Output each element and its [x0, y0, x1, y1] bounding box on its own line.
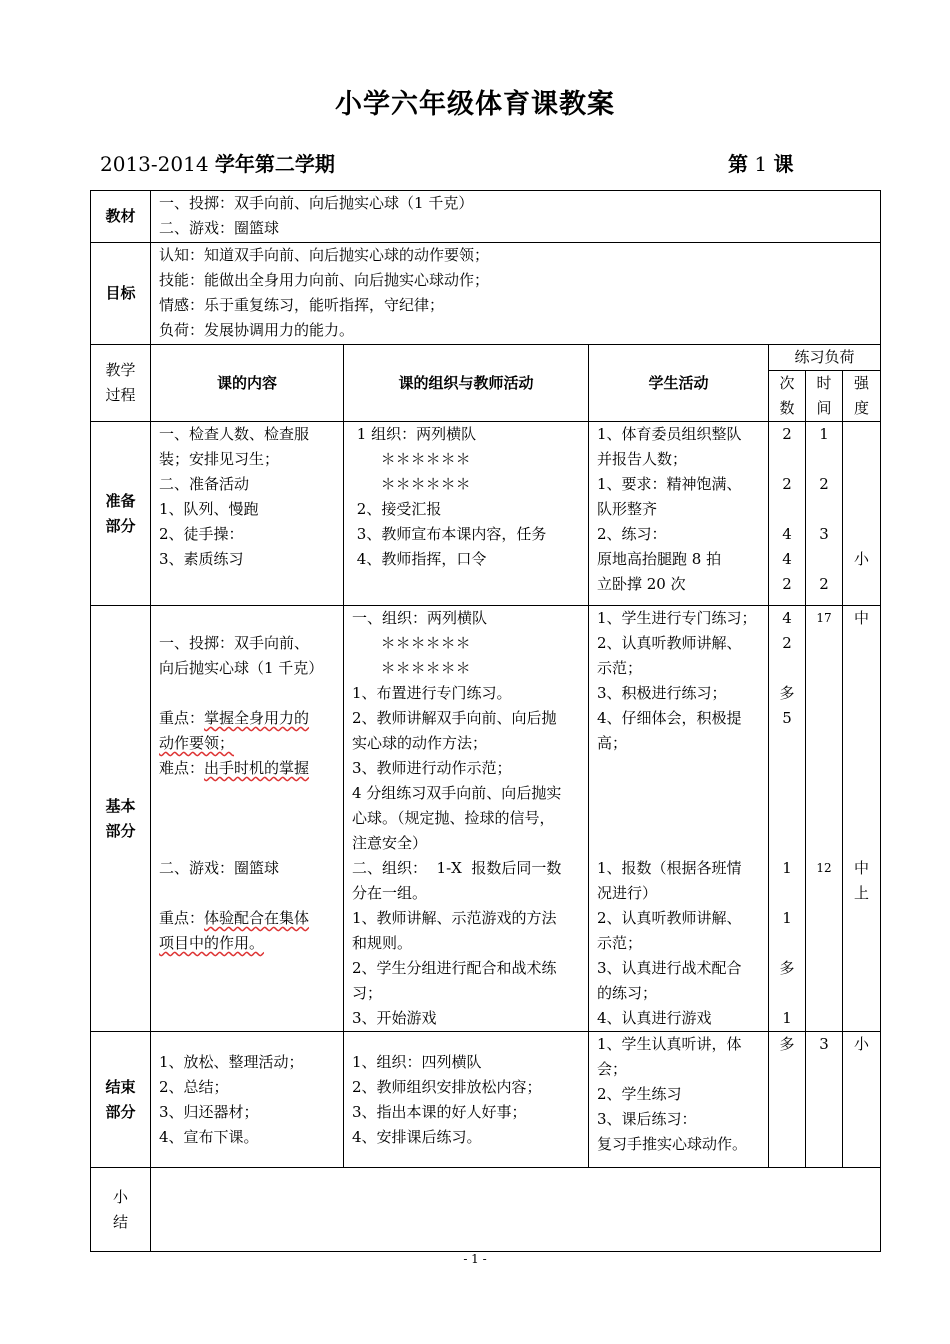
- zhunbei-count-line: 2: [782, 475, 792, 493]
- zhunbei-intensity-line: [843, 447, 880, 472]
- jiben-time-line: [806, 881, 842, 906]
- jiben-time-line: [806, 731, 842, 756]
- jiben-student-line: 3、积极进行练习；: [597, 684, 727, 702]
- jiben-intensity-line: [843, 831, 880, 856]
- jiben-org-line: 2、学生分组进行配合和战术练: [352, 959, 557, 977]
- zhunbei-content-line: 二、准备活动: [159, 475, 250, 493]
- jiben-student-line: 况进行）: [597, 884, 658, 902]
- jiben-intensity-line: [843, 1006, 880, 1031]
- zhunbei-time-line: 1: [819, 425, 829, 443]
- jieshu-student-line: 会；: [597, 1060, 628, 1078]
- jiben-time-line: [806, 906, 842, 931]
- row-jieshu: [91, 1032, 881, 1168]
- zhunbei-student-line: 1、体育委员组织整队: [597, 425, 742, 443]
- zhunbei-count-line: 4: [782, 550, 792, 568]
- jiben-count-line: 5: [782, 709, 792, 727]
- jiben-time-line: [806, 1006, 842, 1031]
- jiben-intensity-line: 中: [854, 609, 870, 627]
- jiben-count-line: 2: [782, 634, 792, 652]
- jiben-intensity-line: [843, 731, 880, 756]
- content-line: 二、游戏：圈篮球: [159, 859, 280, 877]
- jiben-org-line: ＊＊＊＊＊＊: [352, 634, 471, 652]
- jiben-student-line: [597, 831, 760, 856]
- jiben-org-line: 和规则。: [352, 934, 413, 952]
- row-label-xiaojie: 小 结: [91, 1168, 151, 1252]
- jiben-student-line: 2、认真听教师讲解、: [597, 634, 742, 652]
- jieshu-org-line: 4、安排课后练习。: [352, 1127, 482, 1146]
- jiben-intensity-line: [843, 956, 880, 981]
- zhunbei-time: [806, 422, 843, 606]
- jiben-count-line: 1: [782, 859, 792, 877]
- jiben-org-line: 2、教师讲解双手向前、向后抛: [352, 709, 557, 727]
- header-time: 时 间: [806, 371, 843, 422]
- jieshu-content-line: 4、宣布下课。: [159, 1127, 259, 1146]
- key-point-2-cont: 项目中的作用。: [159, 934, 265, 952]
- jieshu-content: [151, 1032, 344, 1168]
- jiben-time: [806, 606, 843, 1032]
- jiben-time-line: [806, 706, 842, 731]
- zhunbei-content-line: 装；安排见习生；: [159, 450, 280, 468]
- jiben-student-line: 的练习；: [597, 984, 658, 1002]
- zhunbei-count-line: [769, 497, 805, 522]
- jiaocai-line: 二、游戏：圈篮球: [159, 219, 280, 237]
- zhunbei-content-line: 1、队列、慢跑: [159, 500, 259, 518]
- jiben-intensity-line: [843, 656, 880, 681]
- jieshu-student-line: 3、课后练习：: [597, 1110, 697, 1128]
- jiben-time-line: [806, 756, 842, 781]
- page-number: - 1 -: [463, 1252, 487, 1266]
- jiben-org-line: 3、开始游戏: [352, 1009, 437, 1027]
- jieshu-student-line: 复习手推实心球动作。: [597, 1135, 748, 1153]
- jiben-org-line: 注意安全）: [352, 834, 428, 852]
- zhunbei-student-line: 立卧撑 20 次: [597, 575, 686, 593]
- jiben-org-line: 3、教师进行动作示范；: [352, 759, 512, 777]
- jiben-org-line: 4 分组练习双手向前、向后抛实: [352, 784, 562, 802]
- jiben-count-line: 4: [782, 609, 792, 627]
- key-point-1: 重点：掌握全身用力的: [159, 709, 310, 727]
- jiben-student-line: 1、学生进行专门练习；: [597, 609, 757, 627]
- zhunbei-intensity-line: [843, 572, 880, 597]
- zhunbei-intensity: [843, 422, 881, 606]
- jieshu-org-line: 2、教师组织安排放松内容；: [352, 1077, 542, 1096]
- row-label-jiben: 基本 部分: [91, 606, 151, 1032]
- mubiao-line: 认知：知道双手向前、向后抛实心球的动作要领；: [159, 246, 490, 264]
- jiben-count-line: 1: [782, 909, 792, 927]
- jiben-org-line: ＊＊＊＊＊＊: [352, 659, 471, 677]
- header-content: 课的内容: [151, 345, 344, 422]
- jiben-org-line: 分在一组。: [352, 884, 428, 902]
- jieshu-student: [589, 1032, 769, 1168]
- jiben-student-line: 2、认真听教师讲解、: [597, 909, 742, 927]
- header-load: 练习负荷: [769, 345, 881, 371]
- content-line: 一、投掷：双手向前、: [159, 634, 310, 652]
- jiben-count-line: [769, 881, 805, 906]
- jiben-intensity-line: [843, 781, 880, 806]
- row-label-zhunbei: 准备 部分: [91, 422, 151, 606]
- zhunbei-intensity-line: [843, 522, 880, 547]
- zhunbei-count-line: 2: [782, 575, 792, 593]
- jiben-count-line: [769, 731, 805, 756]
- jiben-student-line: 3、认真进行战术配合: [597, 959, 742, 977]
- jieshu-content-line: 1、放松、整理活动；: [159, 1052, 304, 1071]
- row-xiaojie: [91, 1168, 881, 1252]
- zhunbei-time-line: [806, 447, 842, 472]
- zhunbei-org-line: ＊＊＊＊＊＊: [352, 450, 471, 468]
- jiben-intensity-line: 中: [854, 859, 870, 877]
- jiben-student: [589, 606, 769, 1032]
- jiben-count-line: [769, 656, 805, 681]
- zhunbei-org-line: 3、教师宣布本课内容，任务: [352, 525, 547, 543]
- jiben-count-line: 1: [782, 1009, 792, 1027]
- zhunbei-intensity-line: 小: [854, 550, 870, 568]
- jiaocai-content: [151, 191, 881, 243]
- row-zhunbei: [91, 422, 881, 606]
- jiben-org-line: 一、组织：两列横队: [352, 609, 488, 627]
- jieshu-count: 多: [769, 1032, 806, 1168]
- jiben-org: [344, 606, 589, 1032]
- zhunbei-time-line: 2: [819, 475, 829, 493]
- jiben-intensity-line: [843, 981, 880, 1006]
- zhunbei-count-line: [769, 447, 805, 472]
- jiben-time-line: [806, 681, 842, 706]
- difficulty-point: 难点：出手时机的掌握: [159, 759, 310, 777]
- jieshu-content-line: 2、总结；: [159, 1077, 229, 1096]
- jiben-count-line: [769, 781, 805, 806]
- zhunbei-content: [151, 422, 344, 606]
- zhunbei-org-line: 1 组织：两列横队: [352, 425, 477, 443]
- zhunbei-count-line: 4: [782, 525, 792, 543]
- jiben-count-line: [769, 981, 805, 1006]
- jiben-time-line: [806, 656, 842, 681]
- jiben-intensity-line: [843, 806, 880, 831]
- page-title: 小学六年级体育课教案: [335, 89, 615, 120]
- zhunbei-student-line: 2、练习：: [597, 525, 667, 543]
- zhunbei-content-line: 2、徒手操：: [159, 525, 244, 543]
- jiben-org-line: 习；: [352, 984, 383, 1002]
- jiben-time-line: [806, 781, 842, 806]
- zhunbei-student: [589, 422, 769, 606]
- jiben-student-line: [597, 756, 760, 781]
- zhunbei-student-line: 并报告人数；: [597, 450, 688, 468]
- jieshu-student-line: 2、学生练习: [597, 1085, 682, 1103]
- zhunbei-intensity-line: [843, 422, 880, 447]
- jiben-org-line: 实心球的动作方法；: [352, 734, 488, 752]
- content-line: 向后抛实心球（1 千克）: [159, 659, 324, 677]
- header-row-1: [91, 345, 881, 371]
- mubiao-line: 负荷：发展协调用力的能力。: [159, 321, 355, 339]
- header-count: 次 数: [769, 371, 806, 422]
- jiben-time-line: [806, 831, 842, 856]
- jiben-time-line: 17: [816, 611, 832, 625]
- jiben-time-line: [806, 956, 842, 981]
- header-process: 教学 过程: [91, 345, 151, 422]
- jiben-student-line: 4、仔细体会，积极提: [597, 709, 742, 727]
- jiben-intensity-line: [843, 706, 880, 731]
- mubiao-content: [151, 243, 881, 345]
- jiben-time-line: [806, 981, 842, 1006]
- key-point-2: 重点：体验配合在集体: [159, 909, 310, 927]
- jiben-student-line: 示范；: [597, 659, 643, 677]
- xiaojie-content: [151, 1168, 881, 1252]
- term-info: [100, 148, 335, 177]
- zhunbei-student-line: 队形整齐: [597, 500, 658, 518]
- jieshu-org-line: 3、指出本课的好人好事；: [352, 1102, 527, 1121]
- term-year: 2013-2014: [100, 152, 209, 176]
- jiben-count-line: 多: [779, 959, 795, 977]
- zhunbei-student-line: 1、要求：精神饱满、: [597, 475, 742, 493]
- jiben-intensity-line: 上: [854, 884, 870, 902]
- zhunbei-count-line: 2: [782, 425, 792, 443]
- jiben-org-line: 1、教师讲解、示范游戏的方法: [352, 909, 557, 927]
- header-intensity: 强 度: [843, 371, 881, 422]
- zhunbei-content-line: 3、素质练习: [159, 550, 244, 568]
- header-student: 学生活动: [589, 345, 769, 422]
- row-label-mubiao: 目标: [91, 243, 151, 345]
- jiben-intensity-line: [843, 631, 880, 656]
- zhunbei-intensity-line: [843, 497, 880, 522]
- jieshu-org: [344, 1032, 589, 1168]
- key-point-1-cont: 动作要领；: [159, 734, 235, 752]
- jiben-count-line: 多: [779, 684, 795, 702]
- jiben-student-line: 示范；: [597, 934, 643, 952]
- zhunbei-count: [769, 422, 806, 606]
- zhunbei-org: [344, 422, 589, 606]
- zhunbei-student-line: 原地高抬腿跑 8 拍: [597, 550, 722, 568]
- jiben-count: [769, 606, 806, 1032]
- zhunbei-time-line: [806, 547, 842, 572]
- row-label-jiaocai: 教材: [91, 191, 151, 243]
- zhunbei-org-line: ＊＊＊＊＊＊: [352, 475, 471, 493]
- jiben-org-line: 1、布置进行专门练习。: [352, 684, 512, 702]
- jieshu-org-line: 1、组织：四列横队: [352, 1052, 482, 1071]
- jiben-student-line: 4、认真进行游戏: [597, 1009, 712, 1027]
- jiben-intensity-line: [843, 681, 880, 706]
- row-mubiao: [91, 243, 881, 345]
- jieshu-content-line: 3、归还器材；: [159, 1102, 259, 1121]
- mubiao-line: 技能：能做出全身用力向前、向后抛实心球动作；: [159, 271, 490, 289]
- row-jiaocai: [91, 191, 881, 243]
- zhunbei-org-line: 2、接受汇报: [352, 500, 442, 518]
- jieshu-time: 3: [806, 1032, 843, 1168]
- jiben-student-line: 高；: [597, 734, 628, 752]
- jiben-intensity: [843, 606, 881, 1032]
- lesson-number: 第 1 课: [728, 152, 794, 176]
- jieshu-student-line: 1、学生认真听讲，体: [597, 1035, 742, 1053]
- zhunbei-org-line: 4、教师指挥，口令: [352, 550, 487, 568]
- row-jiben: [91, 606, 881, 1032]
- jiben-count-line: [769, 831, 805, 856]
- jiben-time-line: 12: [816, 861, 832, 875]
- jiben-time-line: [806, 631, 842, 656]
- term-text: 学年第二学期: [214, 152, 335, 176]
- jiben-student-line: [597, 781, 760, 806]
- jiben-student-line: 1、报数（根据各班情: [597, 859, 742, 877]
- jiben-org-line: 二、组织： 1-X 报数后同一数: [352, 859, 562, 877]
- zhunbei-time-line: 2: [819, 575, 829, 593]
- zhunbei-time-line: [806, 497, 842, 522]
- mubiao-line: 情感：乐于重复练习，能听指挥，守纪律；: [159, 296, 445, 314]
- jiaocai-line: 一、投掷：双手向前、向后抛实心球（1 千克）: [159, 194, 474, 212]
- jiben-count-line: [769, 931, 805, 956]
- lesson-plan-table: [90, 190, 881, 1252]
- jiben-intensity-line: [843, 906, 880, 931]
- jiben-time-line: [806, 931, 842, 956]
- jiben-content: [151, 606, 344, 1032]
- jiben-org-line: 心球。（规定抛、捡球的信号，: [352, 809, 555, 827]
- zhunbei-intensity-line: [843, 472, 880, 497]
- jiben-intensity-line: [843, 756, 880, 781]
- header-org: 课的组织与教师活动: [344, 345, 589, 422]
- jiben-time-line: [806, 806, 842, 831]
- zhunbei-time-line: 3: [819, 525, 829, 543]
- row-label-jieshu: 结束 部分: [91, 1032, 151, 1168]
- jiben-student-line: [597, 806, 760, 831]
- zhunbei-content-line: 一、检查人数、检查服: [159, 425, 310, 443]
- jieshu-intensity: 小: [843, 1032, 881, 1168]
- jiben-count-line: [769, 806, 805, 831]
- jiben-intensity-line: [843, 931, 880, 956]
- jiben-count-line: [769, 756, 805, 781]
